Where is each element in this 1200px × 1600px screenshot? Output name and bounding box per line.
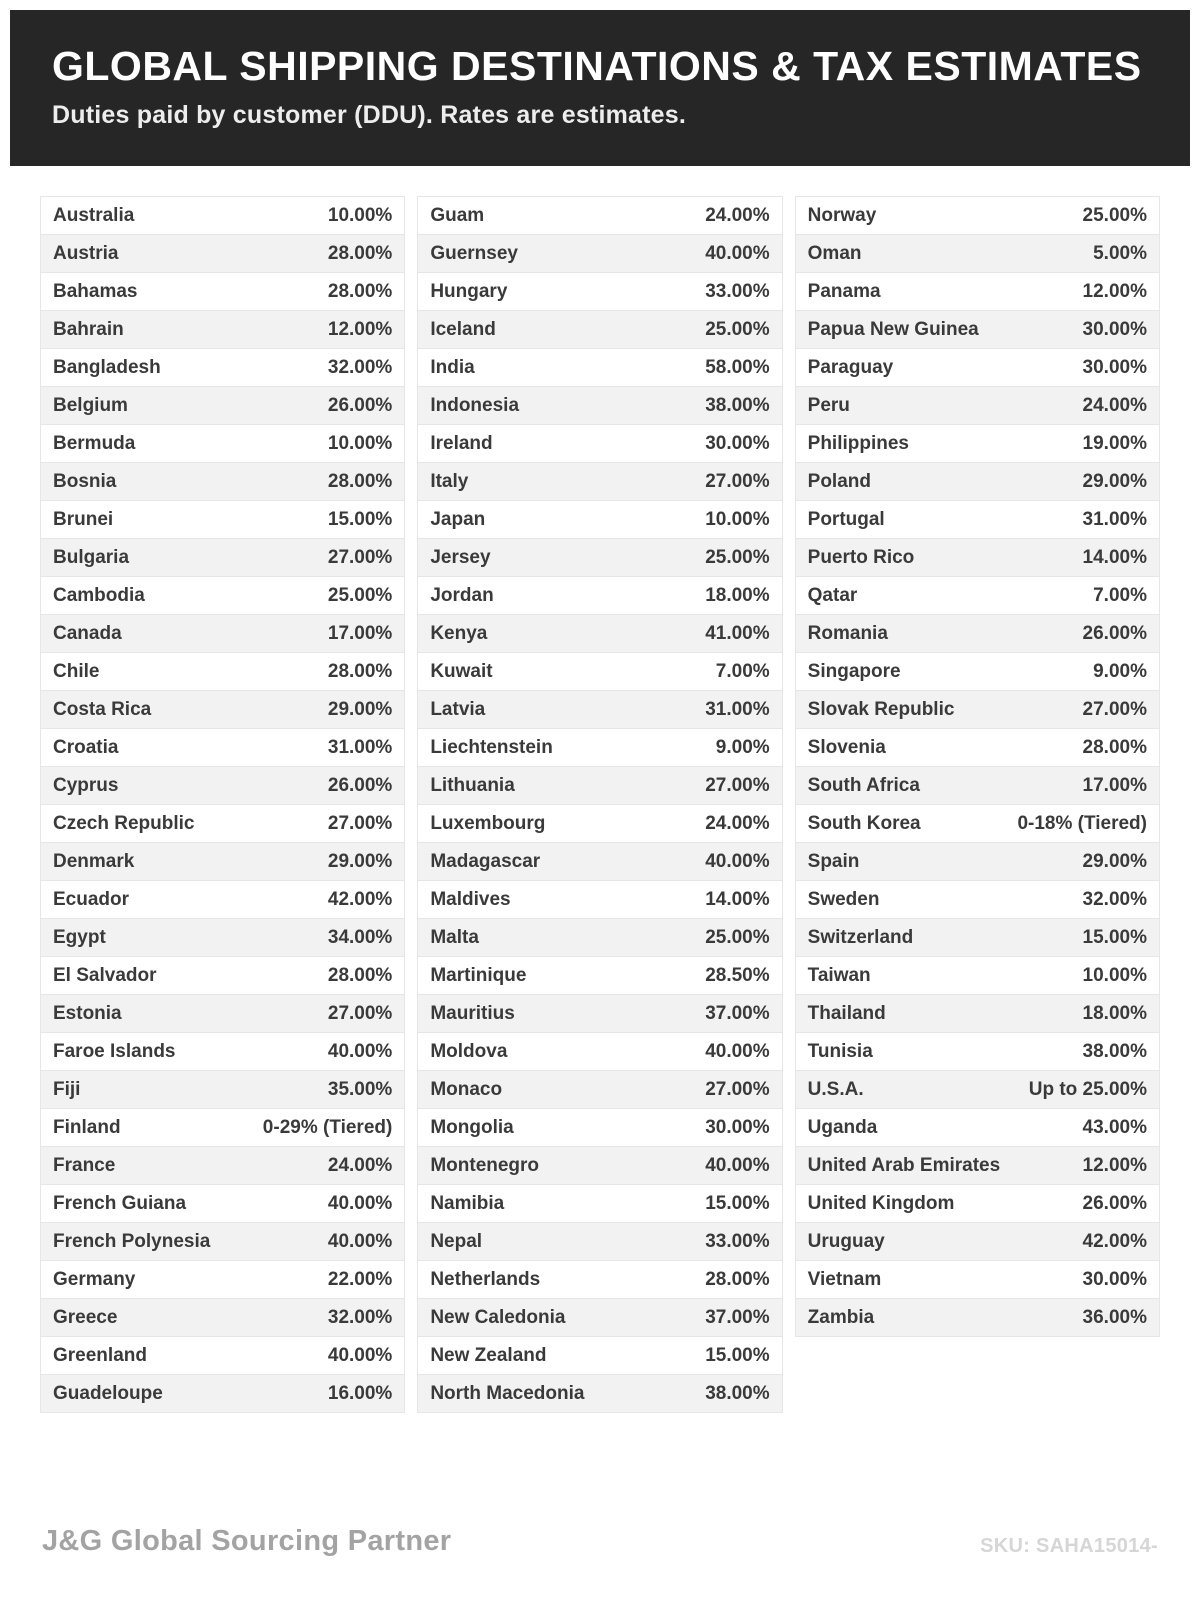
tax-rate: 38.00% [1082, 1040, 1147, 1062]
country-name: Chile [53, 660, 100, 682]
tax-rate: 10.00% [1082, 964, 1147, 986]
country-name: Mongolia [430, 1116, 514, 1138]
table-row [417, 386, 782, 425]
table-row [40, 1336, 405, 1375]
table-row [417, 1108, 782, 1147]
table-row [417, 538, 782, 577]
page-subtitle: Duties paid by customer (DDU). Rates are estimates. [52, 101, 687, 130]
tax-rate: 17.00% [327, 622, 393, 644]
country-name: Paraguay [807, 356, 894, 378]
table-row [795, 1222, 1160, 1261]
country-name: Philippines [807, 432, 910, 454]
country-name: Italy [430, 470, 469, 492]
tax-rate: 12.00% [327, 318, 393, 340]
country-name: Cyprus [53, 774, 119, 796]
table-row [795, 424, 1160, 463]
table-row [417, 1260, 782, 1299]
table-row [40, 576, 405, 615]
tax-rate: 10.00% [327, 204, 393, 226]
table-row [795, 348, 1160, 387]
country-name: South Africa [807, 774, 920, 796]
table-row [417, 652, 782, 691]
country-name: Netherlands [430, 1268, 541, 1290]
table-row [40, 880, 405, 919]
tax-rate: 33.00% [705, 1230, 770, 1252]
tax-rate: 24.00% [705, 812, 770, 834]
tax-rate: 25.00% [705, 546, 770, 568]
country-name: Monaco [430, 1078, 503, 1100]
country-name: Germany [53, 1268, 136, 1290]
tax-rate: 27.00% [327, 546, 393, 568]
country-name: Peru [807, 394, 850, 416]
rates-column-1 [40, 196, 405, 1413]
country-name: Jersey [430, 546, 491, 568]
country-name: South Korea [807, 812, 921, 834]
country-name: Zambia [807, 1306, 875, 1328]
table-row [795, 576, 1160, 615]
country-name: Liechtenstein [430, 736, 553, 758]
tax-rate: 40.00% [327, 1192, 393, 1214]
country-name: Ecuador [53, 888, 130, 910]
table-row [795, 1146, 1160, 1185]
tax-rate: 40.00% [705, 850, 770, 872]
tax-rate: 30.00% [1082, 356, 1147, 378]
tax-rate: 17.00% [1082, 774, 1147, 796]
table-row [417, 766, 782, 805]
tax-rate: 24.00% [705, 204, 770, 226]
rates-table [40, 196, 1160, 1413]
tax-rate: 28.00% [327, 242, 393, 264]
table-row [417, 614, 782, 653]
sku-label: SKU: SAHA15014- [980, 1535, 1158, 1557]
table-row [795, 500, 1160, 539]
tax-rate: 27.00% [327, 1002, 393, 1024]
table-row [795, 538, 1160, 577]
table-row [417, 690, 782, 729]
table-row [417, 310, 782, 349]
country-name: Thailand [807, 1002, 886, 1024]
table-row [40, 614, 405, 653]
tax-rate: 7.00% [715, 660, 770, 682]
tax-rate: 42.00% [1082, 1230, 1147, 1252]
country-name: India [430, 356, 475, 378]
tax-rate: 22.00% [327, 1268, 393, 1290]
country-name: Romania [807, 622, 888, 644]
table-row [40, 766, 405, 805]
rates-column-2 [417, 196, 782, 1413]
table-row [417, 234, 782, 273]
country-name: French Guiana [53, 1192, 187, 1214]
tax-rate: 40.00% [327, 1230, 393, 1252]
table-row [40, 1222, 405, 1261]
tax-rate: 27.00% [1082, 698, 1147, 720]
country-name: Malta [430, 926, 479, 948]
country-name: Moldova [430, 1040, 508, 1062]
table-row [795, 196, 1160, 235]
tax-rate: 31.00% [1082, 508, 1147, 530]
tax-rate: 30.00% [705, 1116, 770, 1138]
table-row [795, 1298, 1160, 1337]
table-row [40, 310, 405, 349]
tax-rate: 10.00% [327, 432, 393, 454]
tax-rate: 25.00% [327, 584, 393, 606]
table-row [417, 424, 782, 463]
tax-rate: 30.00% [705, 432, 770, 454]
tax-rate: 5.00% [1093, 242, 1147, 264]
tax-rate: 40.00% [705, 1154, 770, 1176]
tax-rate: 26.00% [327, 394, 393, 416]
tax-rate: 29.00% [327, 850, 393, 872]
table-row [795, 1032, 1160, 1071]
country-name: Japan [430, 508, 486, 530]
table-row [417, 1070, 782, 1109]
tax-rate: 29.00% [1082, 470, 1147, 492]
country-name: Latvia [430, 698, 486, 720]
tax-rate: 27.00% [327, 812, 393, 834]
table-row [40, 1298, 405, 1337]
table-row [795, 1070, 1160, 1109]
country-name: Singapore [807, 660, 901, 682]
country-name: New Zealand [430, 1344, 547, 1366]
table-row [795, 918, 1160, 957]
country-name: Madagascar [430, 850, 541, 872]
country-name: United Arab Emirates [807, 1154, 1001, 1176]
country-name: Tunisia [807, 1040, 873, 1062]
country-name: Switzerland [807, 926, 914, 948]
country-name: Slovenia [807, 736, 886, 758]
country-name: French Polynesia [53, 1230, 211, 1252]
country-name: Ireland [430, 432, 493, 454]
country-name: Czech Republic [53, 812, 195, 834]
tax-rate: 15.00% [705, 1344, 770, 1366]
table-row [795, 386, 1160, 425]
tax-rate: 40.00% [327, 1344, 393, 1366]
table-row [417, 1336, 782, 1375]
table-row [795, 234, 1160, 273]
tax-rate: 28.00% [327, 470, 393, 492]
tax-rate: 40.00% [327, 1040, 393, 1062]
tax-rate: 18.00% [1082, 1002, 1147, 1024]
tax-rate: 12.00% [1082, 280, 1147, 302]
table-row [40, 234, 405, 273]
tax-rate: 32.00% [1082, 888, 1147, 910]
country-name: Puerto Rico [807, 546, 915, 568]
table-row [417, 994, 782, 1033]
country-name: El Salvador [53, 964, 157, 986]
table-row [40, 272, 405, 311]
tax-rate: 24.00% [327, 1154, 393, 1176]
page-footer [0, 1525, 1200, 1600]
tax-rate: 25.00% [1082, 204, 1147, 226]
table-row [417, 348, 782, 387]
country-name: Lithuania [430, 774, 515, 796]
table-row [40, 1260, 405, 1299]
table-row [40, 842, 405, 881]
table-row [795, 842, 1160, 881]
country-name: Poland [807, 470, 871, 492]
country-name: Spain [807, 850, 860, 872]
table-row [40, 804, 405, 843]
table-row [40, 1070, 405, 1109]
tax-rate: 58.00% [705, 356, 770, 378]
tax-rate: 18.00% [705, 584, 770, 606]
table-row [417, 1032, 782, 1071]
table-row [40, 500, 405, 539]
tax-rate: 40.00% [705, 1040, 770, 1062]
country-name: Uganda [807, 1116, 878, 1138]
country-name: Kenya [430, 622, 488, 644]
tax-rate: 9.00% [1093, 660, 1147, 682]
country-name: Greenland [53, 1344, 147, 1366]
tax-rate: 28.50% [705, 964, 770, 986]
table-row [40, 1374, 405, 1413]
table-row [417, 956, 782, 995]
tax-rate: Up to 25.00% [1028, 1078, 1147, 1100]
tax-rate: 33.00% [705, 280, 770, 302]
tax-rate: 27.00% [705, 470, 770, 492]
country-name: Sweden [807, 888, 880, 910]
tax-rate: 40.00% [705, 242, 770, 264]
tax-rate: 29.00% [327, 698, 393, 720]
country-name: Greece [53, 1306, 118, 1328]
tax-rate: 15.00% [705, 1192, 770, 1214]
table-row [417, 880, 782, 919]
tax-rate: 26.00% [1082, 1192, 1147, 1214]
country-name: Canada [53, 622, 122, 644]
country-name: Egypt [53, 926, 106, 948]
country-name: Bosnia [53, 470, 117, 492]
table-row [40, 652, 405, 691]
table-row [40, 994, 405, 1033]
country-name: Iceland [430, 318, 496, 340]
table-row [795, 804, 1160, 843]
country-name: Qatar [807, 584, 858, 606]
country-name: Panama [807, 280, 881, 302]
table-row [417, 576, 782, 615]
country-name: Guam [430, 204, 485, 226]
table-row [40, 386, 405, 425]
table-row [40, 424, 405, 463]
country-name: U.S.A. [807, 1078, 864, 1100]
table-row [417, 1374, 782, 1413]
country-name: Bahamas [53, 280, 138, 302]
table-row [795, 310, 1160, 349]
country-name: Denmark [53, 850, 135, 872]
tax-rate: 29.00% [1082, 850, 1147, 872]
table-row [417, 842, 782, 881]
country-name: Slovak Republic [807, 698, 955, 720]
table-row [795, 766, 1160, 805]
country-name: Estonia [53, 1002, 122, 1024]
country-name: Australia [53, 204, 135, 226]
table-row [795, 614, 1160, 653]
tax-rate: 28.00% [327, 660, 393, 682]
tax-rate: 31.00% [705, 698, 770, 720]
tax-rate: 30.00% [1082, 318, 1147, 340]
country-name: Faroe Islands [53, 1040, 176, 1062]
tax-rate: 28.00% [327, 280, 393, 302]
table-row [40, 462, 405, 501]
tax-rate: 15.00% [1082, 926, 1147, 948]
country-name: Cambodia [53, 584, 145, 606]
tax-rate: 9.00% [715, 736, 770, 758]
country-name: Nepal [430, 1230, 483, 1252]
tax-rate: 31.00% [327, 736, 393, 758]
tax-rate: 37.00% [705, 1306, 770, 1328]
country-name: Mauritius [430, 1002, 515, 1024]
table-row [795, 272, 1160, 311]
country-name: Montenegro [430, 1154, 540, 1176]
country-name: Luxembourg [430, 812, 546, 834]
tax-rate: 25.00% [705, 318, 770, 340]
rates-column-3 [795, 196, 1160, 1337]
table-row [795, 462, 1160, 501]
country-name: Bulgaria [53, 546, 130, 568]
tax-rate: 35.00% [327, 1078, 393, 1100]
table-row [795, 652, 1160, 691]
table-row [40, 690, 405, 729]
table-row [795, 690, 1160, 729]
table-row [795, 880, 1160, 919]
country-name: Indonesia [430, 394, 520, 416]
country-name: Taiwan [807, 964, 871, 986]
tax-rate: 28.00% [327, 964, 393, 986]
tax-rate: 38.00% [705, 1382, 770, 1404]
table-row [795, 728, 1160, 767]
tax-rate: 14.00% [705, 888, 770, 910]
country-name: Costa Rica [53, 698, 152, 720]
tax-rate: 27.00% [705, 1078, 770, 1100]
table-row [417, 272, 782, 311]
country-name: Martinique [430, 964, 527, 986]
country-name: Oman [807, 242, 862, 264]
country-name: Uruguay [807, 1230, 885, 1252]
tax-rate: 24.00% [1082, 394, 1147, 416]
country-name: Bahrain [53, 318, 124, 340]
country-name: Jordan [430, 584, 494, 606]
country-name: Fiji [53, 1078, 81, 1100]
tax-rate: 32.00% [327, 1306, 393, 1328]
country-name: Bangladesh [53, 356, 161, 378]
country-name: Belgium [53, 394, 128, 416]
tax-rate: 14.00% [1082, 546, 1147, 568]
tax-rate: 28.00% [1082, 736, 1147, 758]
table-row [40, 728, 405, 767]
table-row [417, 500, 782, 539]
table-row [417, 196, 782, 235]
table-row [40, 348, 405, 387]
country-name: North Macedonia [430, 1382, 585, 1404]
country-name: Papua New Guinea [807, 318, 979, 340]
country-name: United Kingdom [807, 1192, 955, 1214]
table-row [417, 728, 782, 767]
tax-rate: 41.00% [705, 622, 770, 644]
table-row [795, 1184, 1160, 1223]
table-row [40, 1032, 405, 1071]
country-name: Croatia [53, 736, 119, 758]
country-name: Finland [53, 1116, 121, 1138]
page-title: GLOBAL SHIPPING DESTINATIONS & TAX ESTIMATES [52, 43, 1142, 89]
table-row [40, 956, 405, 995]
table-row [417, 462, 782, 501]
tax-rate: 0-29% (Tiered) [262, 1116, 393, 1138]
tax-rate: 15.00% [327, 508, 393, 530]
tax-rate: 0-18% (Tiered) [1017, 812, 1147, 834]
tax-rate: 34.00% [327, 926, 393, 948]
table-row [40, 1108, 405, 1147]
tax-rate: 10.00% [705, 508, 770, 530]
country-name: Namibia [430, 1192, 505, 1214]
table-row [40, 918, 405, 957]
table-row [40, 1146, 405, 1185]
tax-rate: 43.00% [1082, 1116, 1147, 1138]
table-row [417, 1184, 782, 1223]
table-row [795, 956, 1160, 995]
country-name: Kuwait [430, 660, 493, 682]
tax-rate: 26.00% [327, 774, 393, 796]
country-name: Maldives [430, 888, 511, 910]
table-row [795, 994, 1160, 1033]
brand-text: J&G Global Sourcing Partner [42, 1525, 452, 1557]
table-row [795, 1260, 1160, 1299]
country-name: New Caledonia [430, 1306, 566, 1328]
table-row [417, 1298, 782, 1337]
tax-rate: 28.00% [705, 1268, 770, 1290]
table-row [417, 1222, 782, 1261]
tax-rate: 25.00% [705, 926, 770, 948]
country-name: France [53, 1154, 116, 1176]
country-name: Guadeloupe [53, 1382, 163, 1404]
tax-rate: 27.00% [705, 774, 770, 796]
tax-rate: 42.00% [327, 888, 393, 910]
table-row [795, 1108, 1160, 1147]
country-name: Hungary [430, 280, 508, 302]
country-name: Bermuda [53, 432, 136, 454]
tax-rate: 38.00% [705, 394, 770, 416]
tax-rate: 37.00% [705, 1002, 770, 1024]
country-name: Norway [807, 204, 877, 226]
tax-rate: 12.00% [1082, 1154, 1147, 1176]
table-row [417, 918, 782, 957]
header-banner [10, 10, 1190, 166]
tax-rate: 36.00% [1082, 1306, 1147, 1328]
tax-rate: 26.00% [1082, 622, 1147, 644]
country-name: Brunei [53, 508, 114, 530]
table-row [417, 1146, 782, 1185]
tax-rate: 19.00% [1082, 432, 1147, 454]
country-name: Vietnam [807, 1268, 882, 1290]
table-row [40, 1184, 405, 1223]
tax-rate: 16.00% [327, 1382, 393, 1404]
table-row [40, 538, 405, 577]
country-name: Austria [53, 242, 119, 264]
table-row [417, 804, 782, 843]
country-name: Guernsey [430, 242, 518, 264]
tax-rate: 7.00% [1093, 584, 1147, 606]
table-row [40, 196, 405, 235]
tax-rate: 30.00% [1082, 1268, 1147, 1290]
country-name: Portugal [807, 508, 885, 530]
tax-rate: 32.00% [327, 356, 393, 378]
